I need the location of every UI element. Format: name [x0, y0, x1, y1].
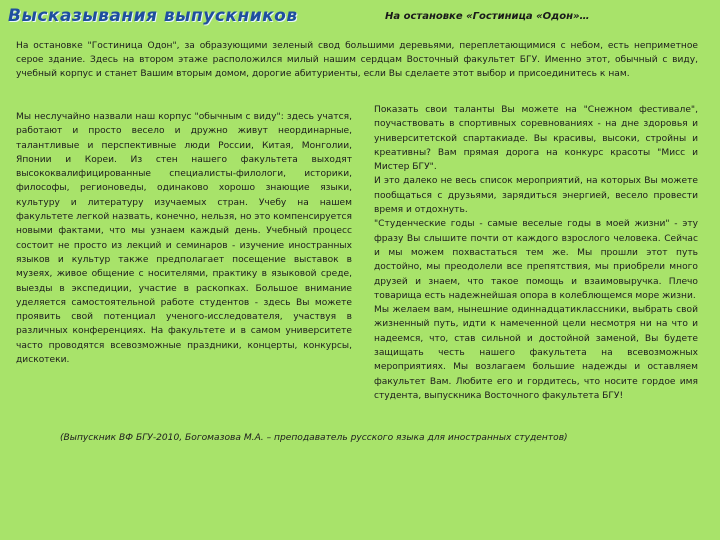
right-paragraph-talents: Показать свои таланты Вы можете на "Снежном фестивале", поучаствовать в спортивных соревнованиях - на дне здоровья и университетской спартакиаде. Вы красивы, высоки, стройны и креативны? Вам прямая дорога на конкурс красоты "Мисс и Мистер БГУ". [374, 105, 698, 173]
left-column-text: Мы неслучайно назвали наш корпус "обычным с виду": здесь учатся, работают и просто весело и дружно живут неординарные, талантливые и перспективные люди России, Китая, Монголии, Японии и Кореи. Из стен нашего факультета выходят высококвалифицированные специалисты-филологи, историки, философы, регионоведы, одинаково хорошо знающие языки, культуру и литературу изучаемых стран. Учебу на нашем факультете легкой назвать, конечно, нельзя, но это компенсируется новыми фактами, что мы узнаем каждый день. Учебный процесс состоит не просто из лекций и семинаров - изучение иностранных языков и культур также предполагает посещение выставок в музеях, живое общение с носителями, практику в языковой среде, выезды в экспедиции, участие в раскопках. Большое внимание уделяется самостоятельной работе студентов - здесь Вы можете проявить свой потенциал ученого-исследователя, участвуя в различных конференциях. На факультете и в самом университете часто проводятся всевозможные праздники, концерты, конкурсы, дискотеки. [16, 112, 352, 366]
right-paragraph-events: И это далеко не весь список мероприятий, на которых Вы можете пообщаться с друзьями, зарядиться энергией, весело провести время и отдохнуть. [374, 176, 698, 216]
right-paragraph-student-years: "Студенческие годы - самые веселые годы в моей жизни" - эту фразу Вы слышите почти от каждого взрослого человека. Сейчас и мы можем похвастаться тем же. Мы прошли этот путь достойно, мы преодолели все препятствия, мы приобрели много друзей и знаем, что такое помощь и взаимовыручка. Плечо товарища есть надежнейшая опора в колеблющемся море жизни. [374, 219, 698, 301]
page-subtitle: На остановке «Гостиница «Одон»… [385, 11, 590, 22]
right-paragraph-wishes: Мы желаем вам, нынешние одиннадцатиклассники, выбрать свой жизненный путь, идти к намеченной цели несмотря ни на что и надеемся, что, став сильной и достойной заменой, Вы будете защищать честь нашего факультета на всевозможных мероприятиях. Мы возлагаем большие надежды и оставляем факультет Вам. Любите его и гордитесь, что носите гордое имя студента, выпускника Восточного факультета БГУ! [374, 305, 698, 401]
right-column [374, 103, 698, 403]
author-attribution: (Выпускник ВФ БГУ-2010, Богомазова М.А. – преподаватель русского языка для иностранных студентов) [60, 433, 568, 443]
intro-paragraph: На остановке "Гостиница Одон", за образующими зеленый свод большими деревьями, переплетающимися с небом, есть неприметное серое здание. Здесь на втором этаже расположился милый нашим сердцам Восточный факультет БГУ. Именно этот, обычный с виду, учебный корпус и станет Вашим вторым домом, дорогие абитуриенты, если Вы сделаете этот выбор и присоединитесь к нам. [16, 41, 698, 80]
title-bar [0, 0, 720, 38]
page-title: Высказывания выпускников [8, 6, 298, 26]
